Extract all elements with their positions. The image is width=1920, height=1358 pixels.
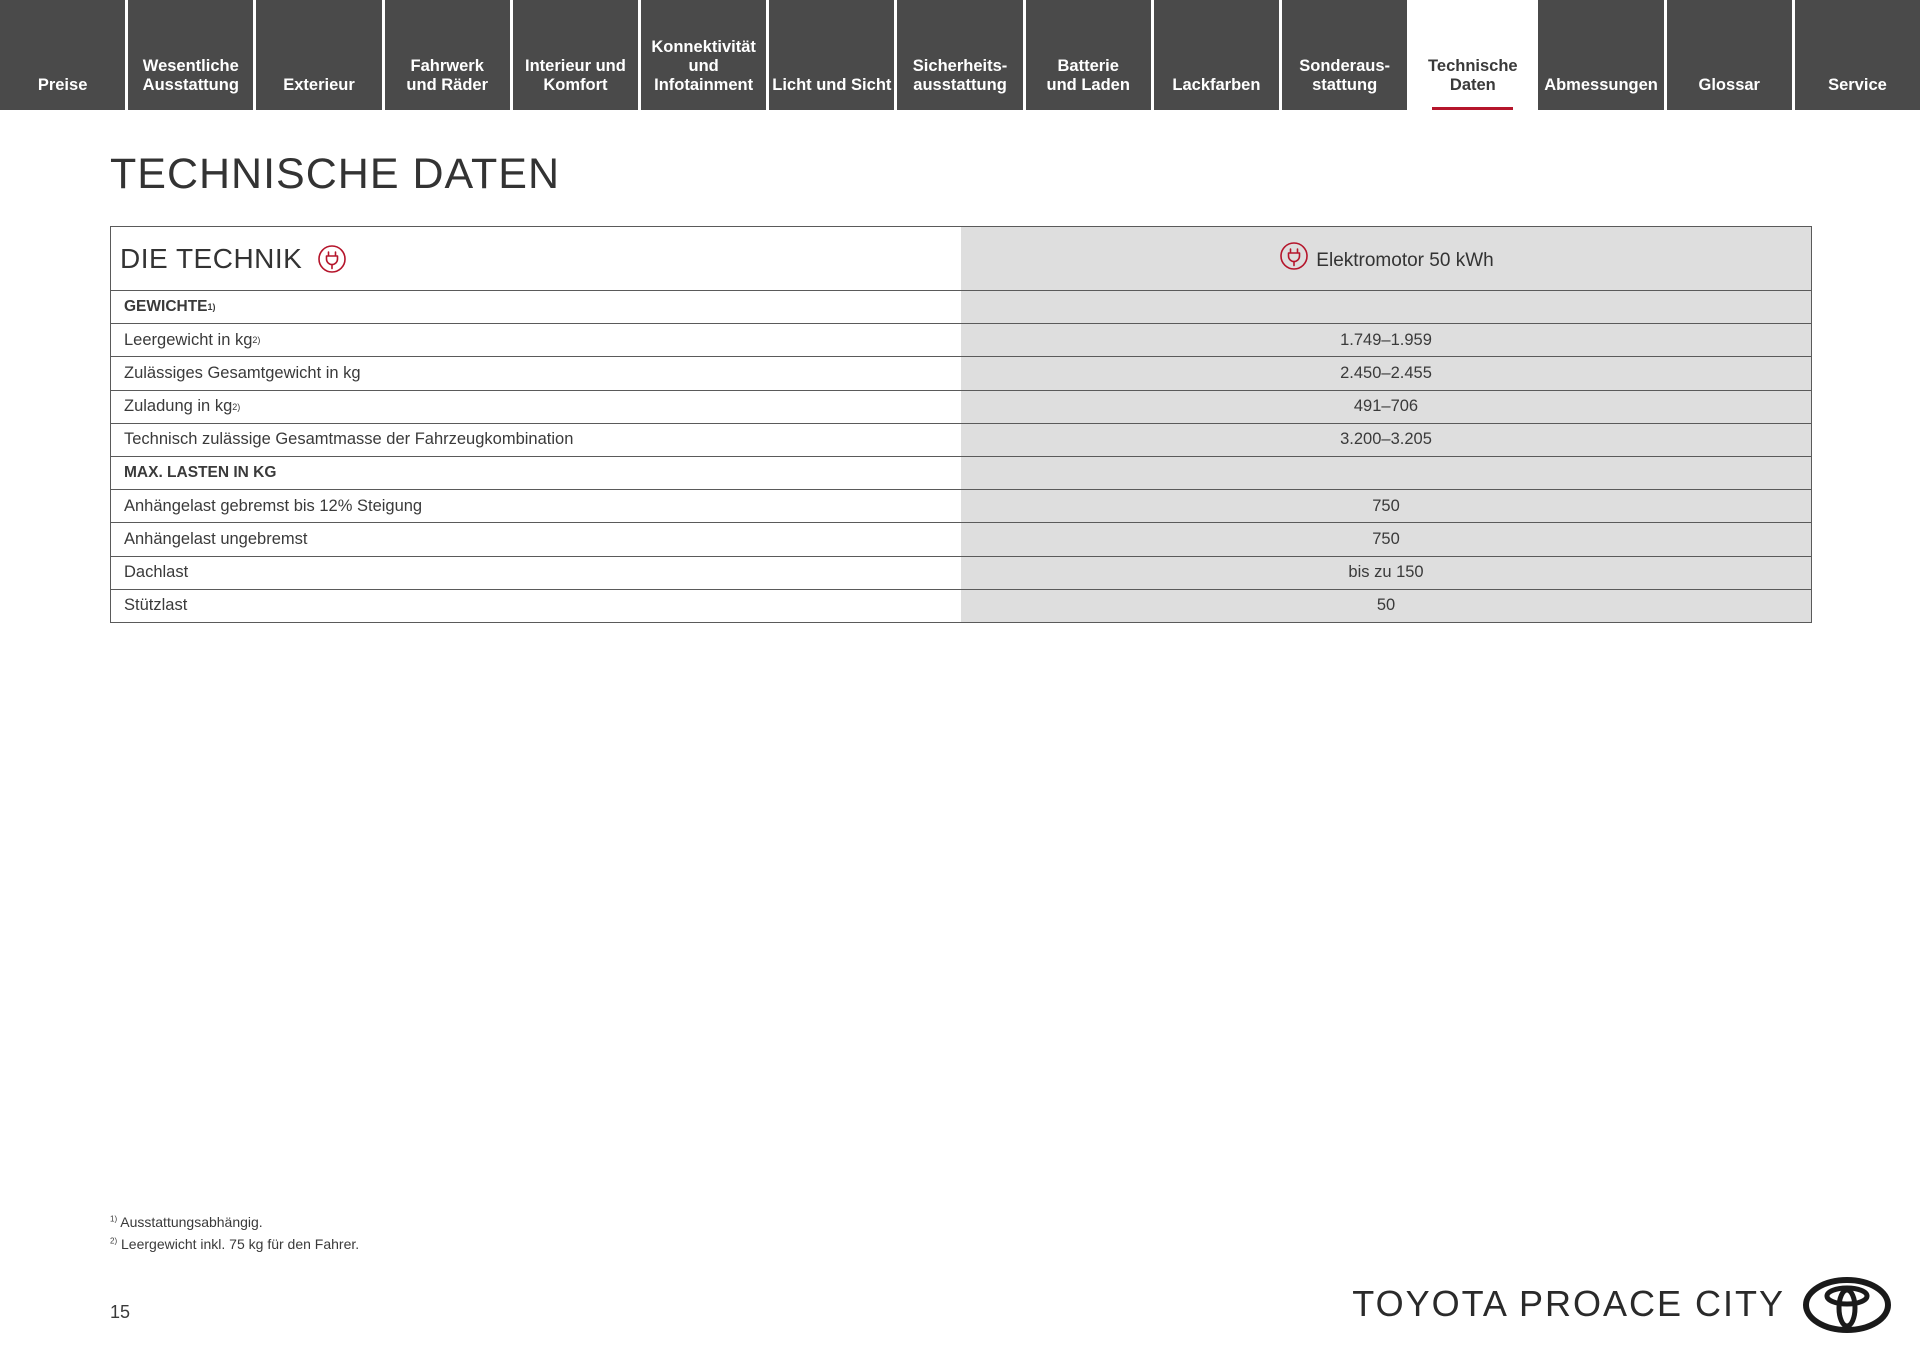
footnote-mark: 2) — [110, 1236, 118, 1246]
row-label-cell: Zuladung in kg 2) — [111, 391, 961, 423]
row-label: GEWICHTE — [124, 298, 208, 316]
page-title: TECHNISCHE DATEN — [110, 150, 561, 198]
row-label-cell — [111, 590, 961, 622]
nav-tab[interactable] — [769, 0, 894, 110]
row-value-cell — [961, 324, 1811, 356]
footnote — [110, 1233, 359, 1255]
row-label: Leergewicht in kg — [124, 330, 253, 349]
nav-tab[interactable] — [128, 0, 253, 110]
row-value-cell — [961, 391, 1811, 423]
row-label: Zuladung in kg — [124, 397, 233, 416]
nav-tab-label: Sonderaus- stattung — [1299, 57, 1391, 94]
row-value-cell — [961, 424, 1811, 456]
row-label: MAX. LASTEN IN KG — [124, 464, 277, 482]
row-value: bis zu 150 — [1348, 563, 1424, 582]
nav-tab[interactable] — [1410, 0, 1535, 110]
row-value-cell — [961, 490, 1811, 522]
row-value: 750 — [1372, 496, 1400, 515]
row-value-cell — [961, 523, 1811, 555]
nav-tab[interactable] — [385, 0, 510, 110]
table-row — [111, 589, 1811, 622]
nav-tab[interactable] — [1538, 0, 1663, 110]
nav-tab[interactable] — [1154, 0, 1279, 110]
footnotes — [110, 1211, 359, 1255]
table-row — [111, 489, 1811, 522]
footnote-text: Ausstattungsabhängig. — [120, 1214, 263, 1230]
nav-tab-label: Sicherheits- ausstattung — [912, 57, 1008, 94]
nav-tab[interactable] — [1282, 0, 1407, 110]
table-row — [111, 356, 1811, 389]
table-row — [111, 323, 1811, 356]
row-label: Anhängelast gebremst bis 12% Steigung — [124, 496, 423, 515]
table-row — [111, 390, 1811, 423]
row-value: 491–706 — [1353, 397, 1419, 416]
nav-tab[interactable] — [1795, 0, 1920, 110]
row-value: 50 — [1376, 596, 1396, 615]
row-label-cell: Leergewicht in kg 2) — [111, 324, 961, 356]
nav-tab-label: Fahrwerk und Räder — [406, 57, 488, 94]
row-value-cell — [961, 291, 1811, 323]
row-value-cell — [961, 357, 1811, 389]
row-label-cell — [111, 557, 961, 589]
row-value-cell — [961, 557, 1811, 589]
row-label-cell — [111, 490, 961, 522]
nav-tab[interactable] — [1667, 0, 1792, 110]
row-label: Dachlast — [124, 563, 189, 582]
nav-tab-label: Technische Daten — [1428, 57, 1518, 94]
nav-tab-label: Service — [1828, 76, 1887, 94]
row-label-cell — [111, 523, 961, 555]
row-value-cell — [961, 457, 1811, 489]
nav-tab[interactable] — [897, 0, 1022, 110]
nav-tab-label: Licht und Sicht — [772, 76, 892, 94]
footnote — [110, 1211, 359, 1233]
page-number: 15 — [110, 1302, 131, 1322]
row-value: 3.200–3.205 — [1340, 430, 1432, 449]
row-value: 750 — [1372, 529, 1400, 548]
nav-tab-label: Abmessungen — [1544, 76, 1658, 94]
row-value: 2.450–2.455 — [1340, 363, 1432, 382]
row-label-cell — [111, 457, 961, 489]
nav-tab[interactable] — [641, 0, 766, 110]
table-header-column-cell — [961, 227, 1811, 290]
column-label: Elektromotor 50 kWh — [1316, 249, 1494, 271]
table-group-row — [111, 456, 1811, 489]
nav-tab[interactable] — [1026, 0, 1151, 110]
row-label-cell: GEWICHTE 1) — [111, 291, 961, 323]
nav-tab-label: Glossar — [1698, 76, 1760, 94]
row-value: 1.749–1.959 — [1340, 330, 1432, 349]
active-tab-indicator — [1432, 107, 1513, 110]
nav-tab-label: Konnektivität und Infotainment — [651, 38, 756, 94]
table-row — [111, 423, 1811, 456]
table-row — [111, 556, 1811, 589]
nav-tab[interactable] — [513, 0, 638, 110]
footnote-mark: 1) — [110, 1214, 118, 1224]
nav-tab-label: Exterieur — [283, 76, 355, 94]
nav-tab[interactable] — [0, 0, 125, 110]
row-label: Stützlast — [124, 596, 188, 615]
toyota-logo-icon — [1802, 1276, 1892, 1334]
nav-tab-label: Interieur und Komfort — [524, 57, 626, 94]
table-row — [111, 522, 1811, 555]
nav-tab-label: Batterie und Laden — [1046, 57, 1130, 94]
brand-name: TOYOTA PROACE CITY — [1352, 1283, 1785, 1324]
nav-tab-label: Wesentliche Ausstattung — [142, 57, 239, 94]
spec-table — [110, 226, 1812, 623]
table-header-row — [111, 227, 1811, 290]
table-header-label-cell — [111, 227, 961, 290]
table-header-label: DIE TECHNIK — [120, 242, 303, 274]
top-navigation — [0, 0, 1920, 110]
plug-icon — [316, 243, 348, 275]
nav-tab[interactable] — [256, 0, 381, 110]
nav-tab-label: Lackfarben — [1172, 76, 1261, 94]
row-label: Technisch zulässige Gesamtmasse der Fahrzeugkombination — [124, 430, 574, 449]
row-label: Zulässiges Gesamtgewicht in kg — [124, 363, 361, 382]
nav-tab-label: Preise — [37, 76, 88, 94]
row-label-cell — [111, 424, 961, 456]
row-value-cell — [961, 590, 1811, 622]
plug-icon — [1278, 240, 1310, 272]
row-label-cell — [111, 357, 961, 389]
row-label: Anhängelast ungebremst — [124, 529, 308, 548]
table-group-row — [111, 290, 1811, 323]
footnote-text: Leergewicht inkl. 75 kg für den Fahrer. — [121, 1236, 360, 1252]
